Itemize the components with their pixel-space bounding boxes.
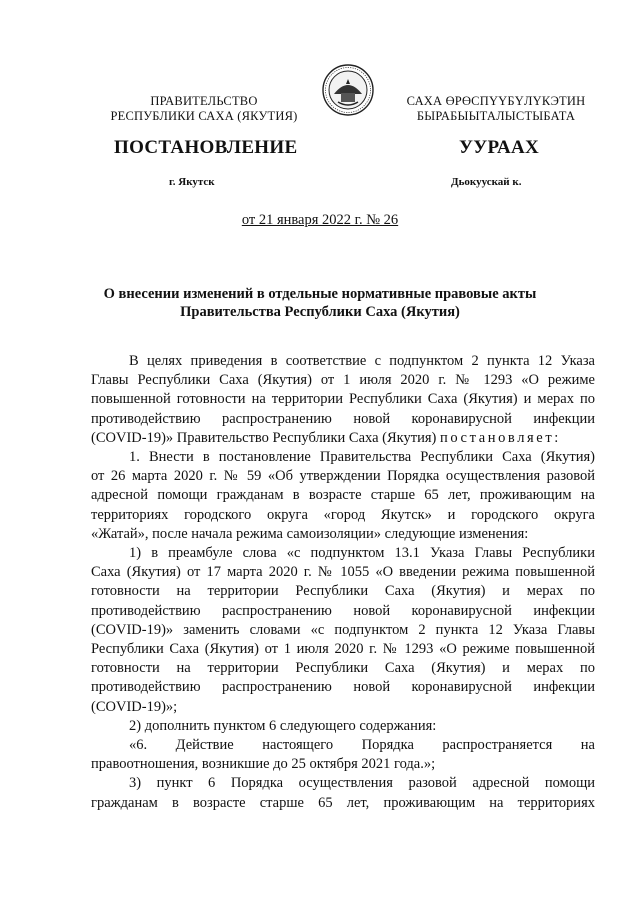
coat-of-arms-icon [322, 64, 374, 116]
doc-type-ru: ПОСТАНОВЛЕНИЕ [114, 137, 298, 158]
body-line: «Жатай», после начала режима самоизоляции» следующие изменения: [91, 525, 529, 542]
body-line: Республики Саха (Якутия) от 1 июля 2020 г. № 1293 «О режиме повышенной [91, 641, 595, 658]
body-line: Главы Республики Саха (Якутия) от 1 июля 2020 г. № 1293 «О режиме [91, 372, 595, 389]
subject-line-1: О внесении изменений в отдельные нормативные правовые акты [103, 286, 537, 302]
body-line: противодействию распространению новой коронавирусной инфекции [91, 410, 595, 427]
body-line: территориях городского округа «город Якутск» и городского округа [91, 506, 595, 523]
government-name-sah-line1: САХА ӨРӨСПҮҮБҮЛҮКЭТИН [406, 94, 586, 108]
city-ru: г. Якутск [169, 176, 215, 188]
decree-word: постановляет: [439, 429, 561, 446]
body-line: 3) пункт 6 Порядка осуществления разовой адресной помощи [129, 775, 595, 792]
body-line: от 26 марта 2020 г. № 59 «Об утверждении Порядка осуществления разовой [91, 468, 595, 485]
body-line-text: (COVID-19)» Правительство Республики Саха (Якутия) [91, 429, 437, 446]
body-line: повышенной готовности на территории Республики Саха (Якутия) и мерах по [91, 391, 595, 408]
government-name-ru-line1: ПРАВИТЕЛЬСТВО [150, 94, 258, 108]
body-line: 2) дополнить пунктом 6 следующего содержания: [129, 717, 437, 734]
body-line: 1. Внести в постановление Правительства Республики Саха (Якутия) [129, 449, 595, 466]
body-line: (COVID-19)» заменить словами «с подпунктом 2 пункта 12 Указа Главы [91, 621, 595, 638]
city-sah: Дьокуускай к. [451, 176, 522, 188]
document-body [91, 352, 595, 813]
body-line [91, 429, 595, 448]
body-line: готовности на территории Республики Саха (Якутия) и мерах по [91, 583, 595, 600]
body-line: (COVID-19)»; [91, 698, 178, 715]
body-line: адресной помощи гражданам в возрасте старше 65 лет, проживающим на [91, 487, 595, 504]
body-line: правоотношения, возникшие до 25 октября 2021 года.»; [91, 756, 436, 773]
body-line: готовности на территории Республики Саха (Якутия) и мерах по [91, 660, 595, 677]
body-line: гражданам в возрасте старше 65 лет, проживающим на территориях [91, 794, 595, 811]
header-right [388, 94, 604, 124]
government-name-ru-line2: РЕСПУБЛИКИ САХА (ЯКУТИЯ) [110, 109, 298, 123]
doc-type-sah: УУРААХ [459, 137, 540, 158]
body-line: 1) в преамбуле слова «с подпунктом 13.1 Указа Главы Республики [129, 545, 595, 562]
body-line: Саха (Якутия) от 17 марта 2020 г. № 1055 «О введении режима повышенной [91, 564, 595, 581]
header-left [96, 94, 312, 124]
body-line: противодействию распространению новой коронавирусной инфекции [91, 679, 595, 696]
body-line: В целях приведения в соответствие с подпунктом 2 пункта 12 Указа [129, 353, 595, 369]
document-date [0, 212, 640, 229]
government-name-sah-line2: БЫРАБЫЫТАЛЫСТЫБАТА [416, 109, 576, 123]
document-subject [80, 285, 560, 321]
subject-line-2: Правительства Республики Саха (Якутия) [180, 304, 460, 320]
body-line: противодействию распространению новой коронавирусной инфекции [91, 602, 595, 619]
date-text: от 21 января 2022 г. № 26 [241, 212, 399, 228]
body-line: «6. Действие настоящего Порядка распространяется на [129, 737, 595, 754]
